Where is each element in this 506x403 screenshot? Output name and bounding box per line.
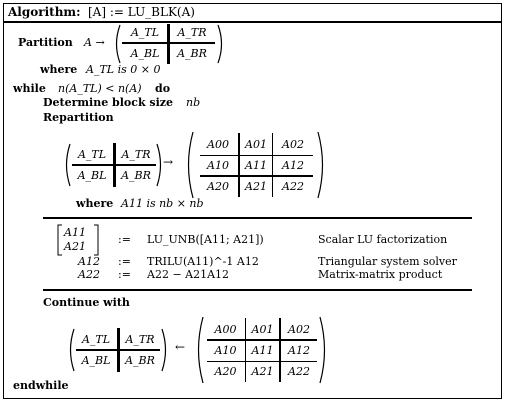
repart-3x3-a12: A12 (282, 159, 304, 172)
update2-lhs: A12 (78, 255, 100, 268)
continue-3x3-right-paren (318, 316, 330, 384)
continue-3x3-a00: A00 (214, 323, 237, 336)
repart-where-condition: A11 is nb × nb (121, 197, 204, 210)
repart-2x2-tl: A_TL (77, 148, 107, 161)
update1-lhs-top: A11 (64, 226, 86, 239)
repart-3x3-left-paren (183, 131, 195, 199)
continue-2x2-bl: A_BL (81, 354, 111, 367)
continue-3x3-a02: A02 (288, 323, 310, 336)
repart-2x2-bl: A_BL (77, 169, 107, 182)
endwhile-keyword: endwhile (13, 379, 69, 392)
frame-right-border (501, 3, 502, 399)
partition-keyword: Partition (18, 36, 73, 49)
continue-label: Continue with (43, 296, 130, 309)
continue-3x3-left-paren (193, 316, 205, 384)
update3-lhs: A22 (78, 268, 100, 281)
repart-arrow-icon: → (163, 155, 174, 169)
partition-where-condition: A_TL is 0 × 0 (86, 63, 161, 76)
partition-right-paren (216, 24, 226, 64)
update2-rhs: TRILU(A11)^-1 A12 (147, 255, 259, 268)
partition-block-br: A_BR (177, 47, 207, 60)
partition-vertical-bar (167, 24, 170, 64)
determine-label: Determine block size (43, 96, 174, 109)
repart-3x3-right-paren (316, 131, 328, 199)
repart-3x3-a21: A21 (245, 180, 267, 193)
block-size-var: nb (186, 96, 201, 109)
continue-3x3-hline-2 (207, 361, 317, 362)
update1-lhs-right-bracket (93, 224, 99, 256)
update2-comment: Triangular system solver (318, 255, 457, 268)
update1-comment: Scalar LU factorization (318, 233, 448, 246)
continue-2x2-horizontal-bar (76, 349, 160, 351)
partition-left-paren (112, 24, 122, 64)
while-keyword: while (13, 82, 46, 95)
partition-block-tl: A_TL (130, 26, 160, 39)
continue-3x3-a11: A11 (251, 344, 274, 357)
repartition-label: Repartition (43, 111, 114, 124)
do-keyword: do (155, 82, 171, 95)
partition-block-tr: A_TR (177, 26, 207, 39)
repart-3x3-a11: A11 (245, 159, 267, 172)
partition-block-bl: A_BL (130, 47, 160, 60)
partition-lhs: A → (84, 36, 105, 49)
continue-2x2-tl: A_TL (81, 333, 111, 346)
continue-3x3-a12: A12 (288, 344, 310, 357)
update3-comment: Matrix-matrix product (318, 268, 443, 281)
update1-lhs-left-bracket (57, 224, 63, 256)
continue-2x2-tr: A_TR (125, 333, 155, 346)
repart-2x2-br: A_BR (121, 169, 151, 182)
continue-3x3-a10: A10 (214, 344, 237, 357)
repart-3x3-vline-2 (272, 133, 273, 197)
update3-assign: := (118, 268, 131, 281)
frame-header-rule (3, 21, 502, 23)
continue-2x2-left-paren (66, 328, 76, 372)
continue-3x3-a20: A20 (214, 365, 237, 378)
repart-3x3-hline-1 (200, 155, 313, 156)
update1-rhs: LU_UNB([A11; A21]) (147, 233, 264, 246)
update3-rhs: A22 − A21A12 (147, 268, 230, 281)
repart-3x3-a10: A10 (207, 159, 229, 172)
partition-horizontal-bar (122, 42, 215, 44)
update-bottom-rule (43, 289, 472, 291)
repart-3x3-hline-2 (200, 175, 313, 177)
continue-3x3-a22: A22 (288, 365, 310, 378)
while-condition: n(A_TL) < n(A) (58, 82, 142, 95)
repart-2x2-left-paren (62, 143, 72, 187)
repart-3x3-a22: A22 (282, 180, 304, 193)
continue-3x3-a01: A01 (251, 323, 274, 336)
continue-2x2-right-paren (160, 328, 170, 372)
update1-assign: := (118, 233, 131, 246)
partition-where-keyword: where (40, 63, 78, 76)
repart-where-keyword: where (76, 197, 114, 210)
algorithm-label: Algorithm: (8, 5, 81, 19)
update2-assign: := (118, 255, 131, 268)
continue-2x2-br: A_BR (125, 354, 155, 367)
algorithm-signature: [A] := LU_BLK(A) (88, 5, 195, 19)
repart-2x2-tr: A_TR (121, 148, 151, 161)
continue-arrow-icon: ← (175, 340, 186, 354)
frame-top-border (3, 3, 502, 4)
update-top-rule (43, 217, 472, 219)
update1-lhs-bottom: A21 (64, 240, 86, 253)
repart-3x3-a20: A20 (207, 180, 229, 193)
continue-3x3-hline-1 (207, 339, 317, 341)
repart-2x2-horizontal-bar (72, 164, 156, 166)
repart-3x3-a00: A00 (207, 138, 229, 151)
repart-3x3-a01: A01 (245, 138, 267, 151)
continue-3x3-a21: A21 (251, 365, 274, 378)
frame-bottom-border (3, 398, 502, 399)
frame-left-border (3, 3, 4, 399)
repart-3x3-a02: A02 (282, 138, 304, 151)
